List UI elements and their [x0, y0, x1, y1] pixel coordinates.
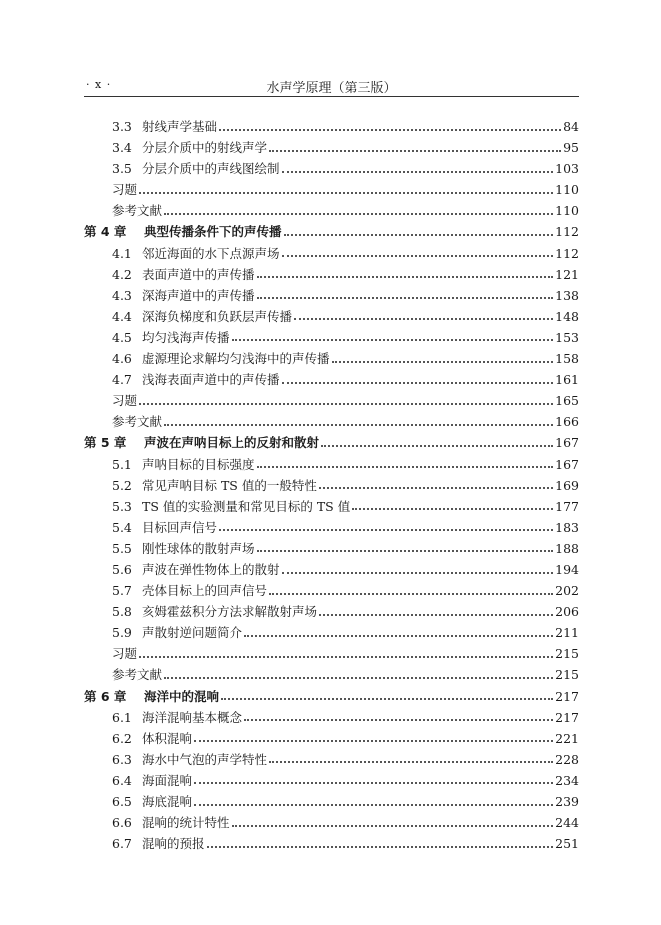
- dot-leader: [219, 129, 561, 131]
- toc-section-entry[interactable]: [84, 496, 579, 517]
- dot-leader: [232, 339, 554, 341]
- toc-entry-page: 217: [555, 688, 579, 704]
- dot-leader: [194, 804, 553, 806]
- toc-section-entry[interactable]: [84, 285, 579, 306]
- toc-chapter-entry[interactable]: [84, 432, 579, 453]
- toc-entry-page: 167: [555, 456, 579, 472]
- dot-leader: [257, 276, 554, 278]
- toc-chapter-entry[interactable]: [84, 221, 579, 242]
- toc-entry-page: 148: [555, 308, 579, 324]
- toc-section-entry[interactable]: [84, 728, 579, 749]
- toc-section-entry[interactable]: [84, 749, 579, 770]
- toc-entry-number: 6.6: [112, 815, 132, 831]
- toc-entry-title: 深海声道中的声传播: [142, 287, 255, 303]
- toc-entry-page: 228: [555, 751, 579, 767]
- toc-entry-page: 110: [555, 203, 579, 219]
- toc-entry-page: 194: [555, 561, 579, 577]
- toc-misc-entry[interactable]: [84, 390, 579, 411]
- toc-entry-number: 4.4: [112, 308, 132, 324]
- dot-leader: [139, 192, 553, 194]
- toc-entry-number: 6.4: [112, 772, 132, 788]
- running-header: [84, 77, 579, 95]
- toc-entry-page: 215: [555, 646, 579, 662]
- toc-entry-title: 浅海表面声道中的声传播: [142, 372, 280, 388]
- dot-leader: [282, 382, 554, 384]
- toc-entry-page: 112: [555, 224, 579, 240]
- toc-entry-title: 体积混响: [142, 730, 193, 746]
- toc-section-entry[interactable]: [84, 306, 579, 327]
- toc-entry-page: 215: [555, 667, 579, 683]
- toc-entry-page: 103: [555, 161, 579, 177]
- toc-entry-title: 虚源理论求解均匀浅海中的声传播: [142, 351, 330, 367]
- table-of-contents: [84, 116, 579, 854]
- toc-entry-page: 112: [555, 245, 579, 261]
- toc-entry-title: 射线声学基础: [142, 119, 218, 134]
- toc-section-entry[interactable]: [84, 243, 579, 264]
- toc-entry-page: 244: [555, 815, 579, 831]
- toc-entry-number: 4.5: [112, 329, 132, 345]
- toc-entry-number: 4.3: [112, 287, 132, 303]
- toc-entry-title: 混响的统计特性: [142, 815, 230, 831]
- toc-entry-page: 161: [555, 372, 579, 388]
- toc-entry-page: 95: [563, 140, 579, 156]
- dot-leader: [139, 403, 553, 405]
- toc-section-entry[interactable]: [84, 559, 579, 580]
- toc-entry-number: 6.7: [112, 836, 132, 852]
- toc-entry-number: 5.4: [112, 519, 132, 535]
- toc-section-entry[interactable]: [84, 580, 579, 601]
- toc-entry-title: 表面声道中的声传播: [142, 266, 255, 282]
- dot-leader: [219, 529, 553, 531]
- dot-leader: [164, 213, 553, 215]
- toc-entry-number: 5.6: [112, 561, 132, 577]
- toc-section-entry[interactable]: [84, 264, 579, 285]
- toc-section-entry[interactable]: [84, 601, 579, 622]
- toc-section-entry[interactable]: [84, 327, 579, 348]
- toc-entry-title: 海面混响: [142, 772, 193, 788]
- toc-misc-entry[interactable]: [84, 200, 579, 221]
- dot-leader: [244, 635, 553, 637]
- dot-leader: [257, 550, 554, 552]
- toc-misc-entry[interactable]: [84, 664, 579, 685]
- dot-leader: [244, 719, 553, 721]
- toc-entry-title: TS 值的实验测量和常见目标的 TS 值: [142, 498, 351, 514]
- toc-entry-page: 165: [555, 393, 579, 409]
- toc-section-entry[interactable]: [84, 348, 579, 369]
- toc-misc-entry[interactable]: [84, 179, 579, 200]
- toc-entry-number: 4.2: [112, 266, 132, 282]
- toc-section-entry[interactable]: [84, 454, 579, 475]
- toc-section-entry[interactable]: [84, 158, 579, 179]
- toc-section-entry[interactable]: [84, 791, 579, 812]
- toc-entry-page: 206: [555, 604, 579, 620]
- toc-entry-title: 分层介质中的射线声学: [142, 140, 268, 156]
- toc-entry-title: 海水中气泡的声学特性: [142, 751, 268, 767]
- toc-entry-number: 3.3: [112, 119, 132, 134]
- dot-leader: [269, 593, 553, 595]
- toc-entry-page: 169: [555, 477, 579, 493]
- dot-leader: [269, 761, 553, 763]
- toc-section-entry[interactable]: [84, 475, 579, 496]
- toc-entry-page: 211: [555, 625, 579, 641]
- toc-entry-number: 4.6: [112, 351, 132, 367]
- toc-section-entry[interactable]: [84, 812, 579, 833]
- toc-section-entry[interactable]: [84, 622, 579, 643]
- toc-entry-title: 深海负梯度和负跃层声传播: [142, 308, 293, 324]
- toc-entry-number: 6.2: [112, 730, 132, 746]
- toc-entry-title: 声波在弹性物体上的散射: [142, 561, 280, 577]
- toc-entry-number: 5.2: [112, 477, 132, 493]
- toc-entry-title: 分层介质中的声线图绘制: [142, 161, 280, 177]
- toc-entry-title: 目标回声信号: [142, 519, 218, 535]
- dot-leader: [332, 361, 554, 363]
- toc-section-entry[interactable]: [84, 707, 579, 728]
- toc-entry-page: 153: [555, 329, 579, 345]
- dot-leader: [282, 171, 554, 173]
- toc-entry-page: 202: [555, 583, 579, 599]
- dot-leader: [257, 297, 554, 299]
- toc-section-entry[interactable]: [84, 116, 579, 137]
- toc-entry-title: 参考文献: [112, 667, 163, 683]
- toc-entry-number: 5.9: [112, 625, 132, 641]
- toc-entry-page: 239: [555, 794, 579, 809]
- toc-entry-page: 84: [563, 119, 579, 134]
- toc-entry-title: 习题: [112, 393, 138, 409]
- toc-entry-number: 5.8: [112, 604, 132, 620]
- toc-entry-title: 参考文献: [112, 203, 163, 219]
- toc-entry-page: 217: [555, 709, 579, 725]
- dot-leader: [319, 614, 553, 616]
- dot-leader: [194, 782, 553, 784]
- toc-chapter-entry[interactable]: [84, 686, 579, 707]
- toc-entry-title: 海底混响: [142, 794, 193, 809]
- dot-leader: [282, 255, 554, 257]
- toc-section-entry[interactable]: [84, 517, 579, 538]
- toc-entry-page: 167: [555, 435, 579, 451]
- toc-entry-number: 6.5: [112, 794, 132, 809]
- dot-leader: [284, 234, 554, 236]
- dot-leader: [294, 318, 553, 320]
- dot-leader: [232, 825, 554, 827]
- dot-leader: [319, 487, 553, 489]
- toc-entry-title: 亥姆霍兹积分方法求解散射声场: [142, 604, 318, 620]
- dot-leader: [207, 846, 554, 848]
- toc-entry-page: 166: [555, 414, 579, 430]
- toc-entry-page: 138: [555, 287, 579, 303]
- toc-entry-number: 5.3: [112, 498, 132, 514]
- toc-entry-page: 121: [555, 266, 579, 282]
- page-number: · x ·: [86, 78, 112, 91]
- toc-entry-title: 混响的预报: [142, 836, 205, 852]
- toc-entry-number: 4.7: [112, 372, 132, 388]
- dot-leader: [164, 677, 553, 679]
- dot-leader: [282, 572, 554, 574]
- toc-entry-number: 3.4: [112, 140, 132, 156]
- toc-entry-title: 习题: [112, 182, 138, 198]
- toc-section-entry[interactable]: [84, 833, 579, 854]
- dot-leader: [257, 466, 554, 468]
- toc-misc-entry[interactable]: [84, 643, 579, 664]
- toc-section-entry[interactable]: [84, 369, 579, 390]
- toc-entry-number: 5.5: [112, 540, 132, 556]
- toc-section-entry[interactable]: [84, 770, 579, 791]
- toc-section-entry[interactable]: [84, 137, 579, 158]
- toc-entry-number: 4.1: [112, 245, 132, 261]
- toc-section-entry[interactable]: [84, 538, 579, 559]
- toc-entry-number: 3.5: [112, 161, 132, 177]
- toc-entry-page: 177: [555, 498, 579, 514]
- toc-entry-title: 刚性球体的散射声场: [142, 540, 255, 556]
- toc-entry-page: 110: [555, 182, 579, 198]
- toc-entry-title: 常见声呐目标 TS 值的一般特性: [142, 477, 317, 493]
- toc-entry-title: 声散射逆问题简介: [142, 625, 243, 641]
- toc-entry-number: 第 6 章: [84, 688, 127, 704]
- dot-leader: [269, 150, 561, 152]
- toc-entry-number: 5.7: [112, 583, 132, 599]
- toc-entry-number: 6.1: [112, 709, 132, 725]
- toc-entry-page: 188: [555, 540, 579, 556]
- dot-leader: [221, 698, 553, 700]
- toc-entry-title: 均匀浅海声传播: [142, 329, 230, 345]
- toc-entry-title: 邻近海面的水下点源声场: [142, 245, 280, 261]
- toc-entry-number: 6.3: [112, 751, 132, 767]
- dot-leader: [164, 424, 553, 426]
- dot-leader: [139, 656, 553, 658]
- header-rule: [84, 96, 579, 97]
- toc-entry-page: 221: [555, 730, 579, 746]
- toc-entry-page: 158: [555, 351, 579, 367]
- toc-entry-number: 5.1: [112, 456, 132, 472]
- dot-leader: [352, 508, 553, 510]
- toc-entry-page: 183: [555, 519, 579, 535]
- toc-entry-title: 声呐目标的目标强度: [142, 456, 255, 472]
- toc-entry-title: 声波在声呐目标上的反射和散射: [144, 435, 320, 451]
- book-title: 水声学原理（第三版）: [266, 81, 397, 96]
- toc-entry-number: 第 5 章: [84, 435, 127, 451]
- toc-entry-title: 参考文献: [112, 414, 163, 430]
- toc-entry-title: 海洋中的混响: [144, 688, 220, 704]
- dot-leader: [194, 740, 553, 742]
- toc-entry-title: 壳体目标上的回声信号: [142, 583, 268, 599]
- toc-entry-title: 习题: [112, 646, 138, 662]
- toc-entry-title: 典型传播条件下的声传播: [144, 224, 282, 240]
- dot-leader: [321, 445, 553, 447]
- toc-entry-title: 海洋混响基本概念: [142, 709, 243, 725]
- toc-misc-entry[interactable]: [84, 411, 579, 432]
- toc-entry-page: 251: [555, 836, 579, 852]
- toc-entry-number: 第 4 章: [84, 224, 127, 240]
- toc-entry-page: 234: [555, 772, 579, 788]
